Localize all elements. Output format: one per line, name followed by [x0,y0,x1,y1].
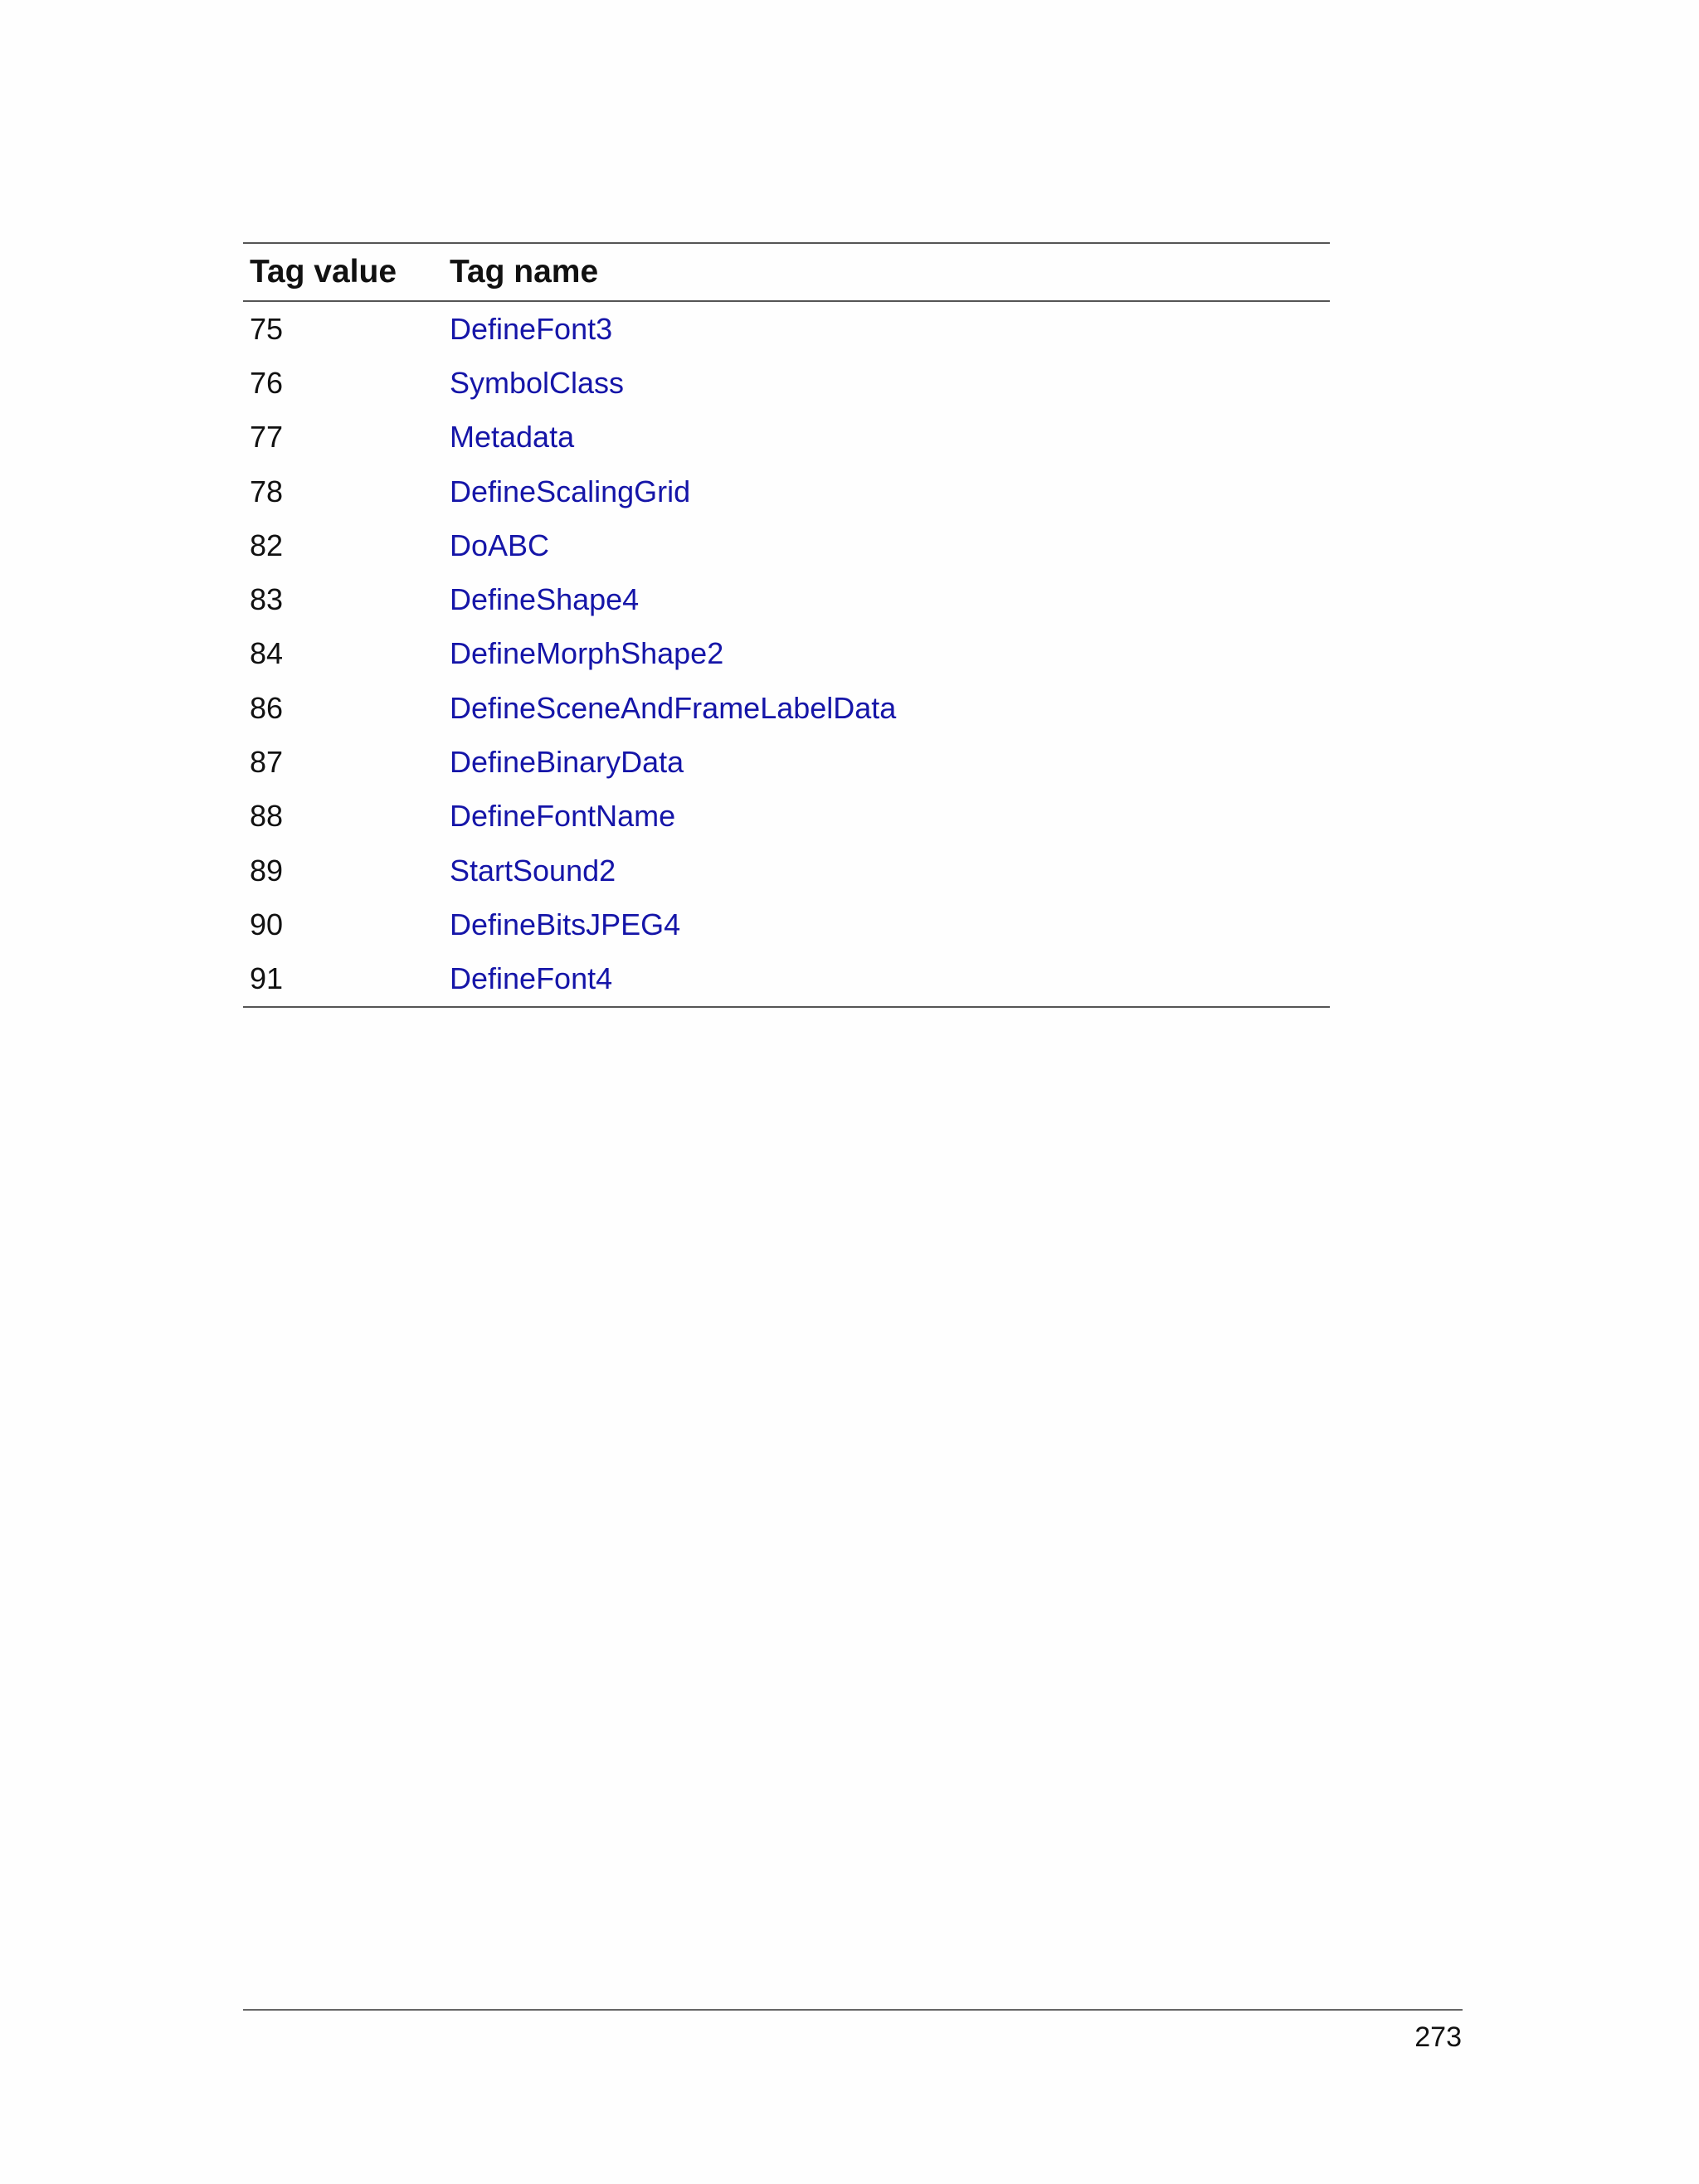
table-body [243,301,1330,1007]
table-header-row [243,243,1330,301]
table-row [243,844,1330,897]
table-row [243,735,1330,789]
table-row [243,356,1330,410]
tag-name-link[interactable]: Metadata [450,420,575,455]
table-row [243,681,1330,735]
tag-value-cell: 84 [250,636,284,671]
table-row [243,790,1330,844]
tag-name-cell [443,518,1330,572]
tag-name-cell [443,356,1330,410]
tag-table [243,242,1330,1008]
tag-name-cell [443,952,1330,1007]
tag-name-link[interactable]: StartSound2 [450,853,616,888]
header-tag-name: Tag name [443,243,1330,301]
table-row [243,572,1330,626]
tag-value-cell: 76 [250,365,284,400]
tag-name-link[interactable]: DefineScalingGrid [450,474,691,508]
tag-name-cell [443,681,1330,735]
tag-value-cell: 90 [250,907,284,941]
table-row [243,952,1330,1007]
tag-name-link[interactable]: DefineMorphShape2 [450,636,724,671]
tag-value-cell: 88 [250,799,284,834]
tag-name-link[interactable]: DefineBinaryData [450,745,684,780]
table-row [243,518,1330,572]
table-row [243,465,1330,518]
tag-value-cell: 75 [250,311,284,346]
tag-name-link[interactable]: DefineSceneAndFrameLabelData [450,690,897,725]
tag-name-cell [443,627,1330,681]
table-row [243,897,1330,951]
tag-name-cell [443,844,1330,897]
tag-value-cell: 89 [250,853,284,888]
tag-value-cell: 82 [250,528,284,562]
tag-name-link[interactable]: DoABC [450,528,550,562]
tag-name-cell [443,301,1330,356]
table-row [243,301,1330,356]
tag-name-link[interactable]: DefineFontName [450,799,676,834]
table-row [243,411,1330,465]
tag-name-link[interactable]: DefineFont4 [450,961,613,996]
table-row [243,627,1330,681]
tag-name-link[interactable]: DefineBitsJPEG4 [450,907,681,941]
tag-value-cell: 86 [250,690,284,725]
tag-name-cell [443,735,1330,789]
tag-value-cell: 78 [250,474,284,508]
tag-name-link[interactable]: SymbolClass [450,365,625,400]
tag-value-cell: 91 [250,961,284,996]
tag-name-cell [443,572,1330,626]
footer-divider [243,2009,1463,2011]
tag-name-link[interactable]: DefineFont3 [450,311,613,346]
page-number: 273 [1414,2021,1462,2053]
tag-value-cell: 77 [250,420,284,455]
tag-name-cell [443,465,1330,518]
tag-name-link[interactable]: DefineShape4 [450,582,640,617]
tag-name-cell [443,411,1330,465]
tag-value-cell: 83 [250,582,284,617]
tag-name-cell [443,897,1330,951]
tag-value-cell: 87 [250,745,284,780]
header-tag-value: Tag value [243,243,443,301]
tag-name-cell [443,790,1330,844]
